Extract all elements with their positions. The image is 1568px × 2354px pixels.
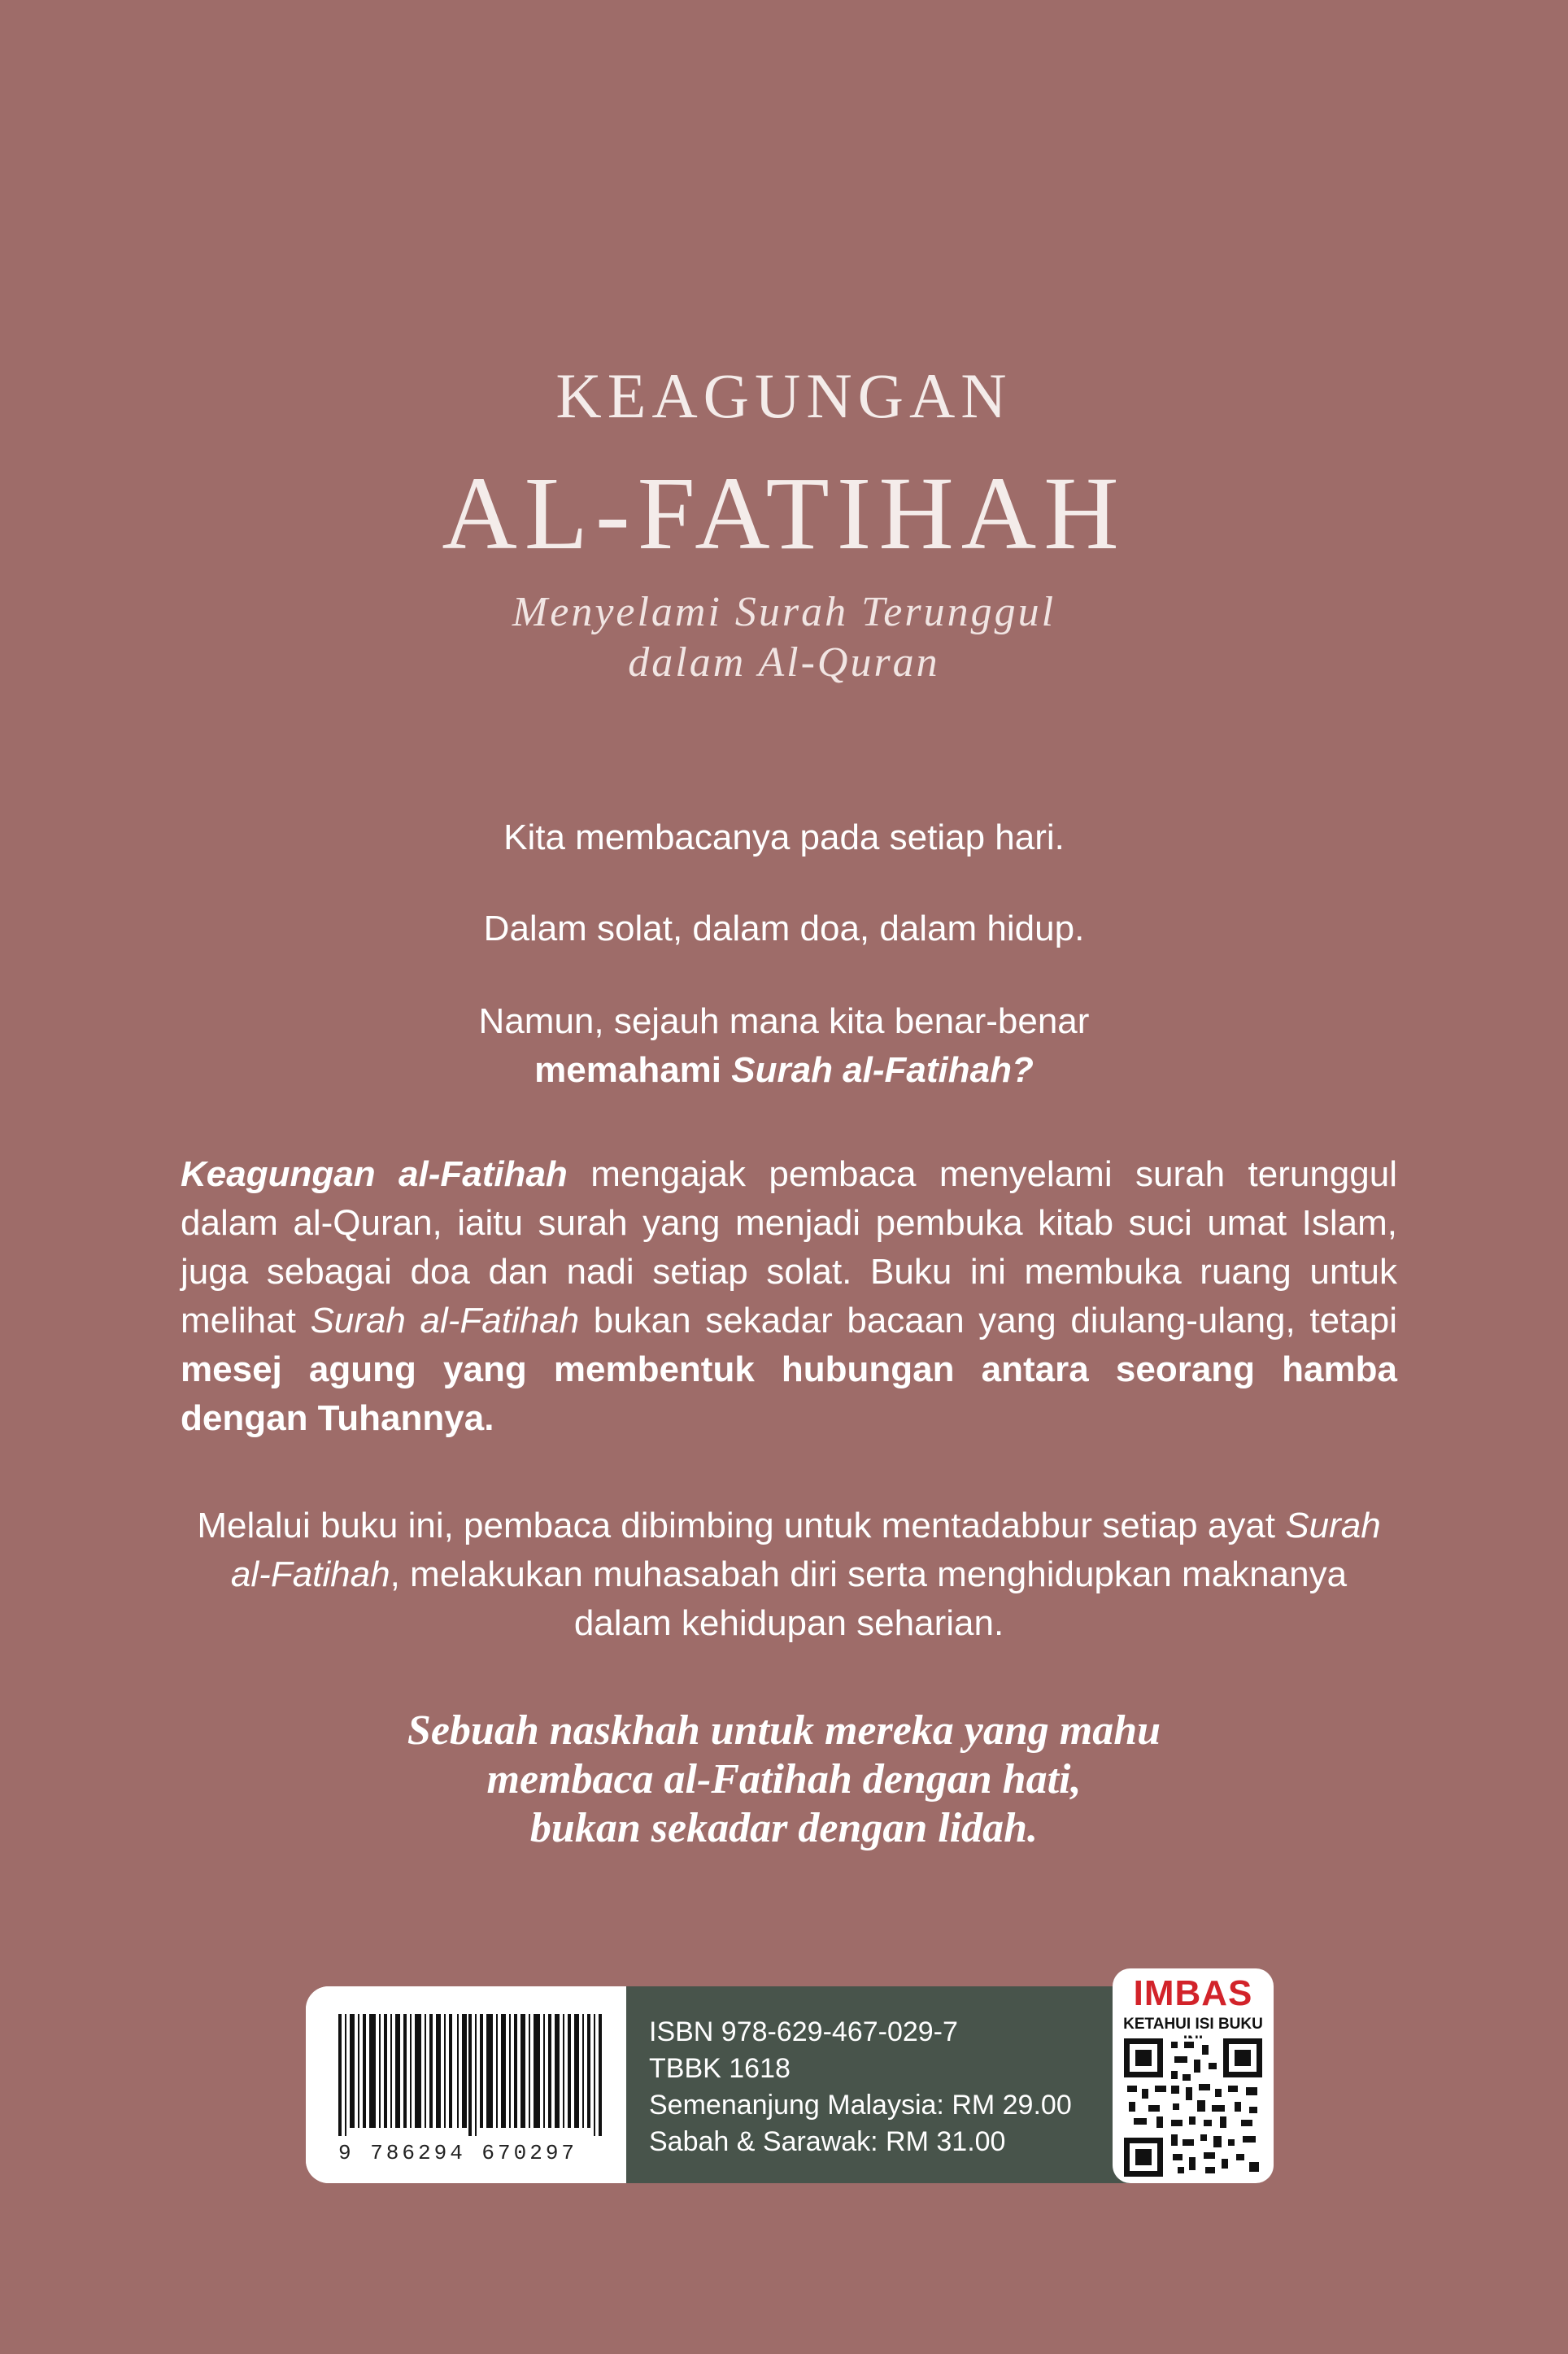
paragraph-italic: Surah al-Fatihah (310, 1301, 580, 1340)
paragraph-text: , melakukan muhasabah diri serta menghidupkan maknanya dalam kehidupan seharian. (390, 1554, 1348, 1643)
quote-line: bukan sekadar dengan lidah. (529, 1805, 1039, 1851)
description-paragraph-2 (181, 1502, 1397, 1648)
price-peninsular: Semenanjung Malaysia: RM 29.00 (649, 2090, 1072, 2121)
isbn-number: ISBN 978-629-467-029-7 (649, 2016, 958, 2047)
book-name-bolditalic: Keagungan al-Fatihah (181, 1154, 568, 1194)
paragraph-italic: Surah al-Fatihah (230, 1506, 1381, 1594)
description-paragraph-1 (181, 1150, 1397, 1443)
subtitle-line: Menyelami Surah Terunggul (512, 589, 1056, 635)
paragraph-text: mengajak pembaca menyelami surah terunggul dalam al-Quran, iaitu surah yang menjadi pembuka kitab suci umat Islam, juga sebagai doa dan nadi setiap solat. Buku ini membuka ruang untuk melihat (181, 1154, 1397, 1340)
barcode-area (306, 1986, 626, 2183)
barcode-digits: 9 786294 670297 (338, 2141, 578, 2165)
paragraph-text: bukan sekadar bacaan yang diulang-ulang, tetapi (579, 1301, 1397, 1340)
qr-code-icon[interactable] (1124, 2038, 1262, 2177)
book-title-main: AL-FATIHAH (442, 456, 1126, 571)
intro-line-1: Kita membacanya pada setiap hari. (503, 817, 1065, 857)
intro-line-3b (0, 1046, 1568, 1095)
intro-line-2: Dalam solat, dalam doa, dalam hidup. (483, 909, 1085, 948)
intro-bold-text: memahami (534, 1050, 732, 1090)
intro-bolditalic-text: Surah al-Fatihah? (731, 1050, 1034, 1090)
intro-question (0, 997, 1568, 1095)
quote-line: membaca al-Fatihah dengan hati, (486, 1756, 1082, 1803)
price-sabah-sarawak: Sabah & Sarawak: RM 31.00 (649, 2126, 1006, 2157)
book-subtitle (0, 587, 1568, 688)
paragraph-bold: mesej agung yang membentuk hubungan antara seorang hamba dengan Tuhannya. (181, 1349, 1397, 1438)
barcode-icon (338, 2014, 607, 2136)
paragraph-text: Melalui buku ini, pembaca dibimbing untuk mentadabbur setiap ayat (197, 1506, 1286, 1545)
isbn-lines (649, 2014, 1072, 2160)
qr-title: IMBAS (1133, 1973, 1253, 2013)
quote-line: Sebuah naskhah untuk mereka yang mahu (407, 1707, 1161, 1754)
qr-subtitle: KETAHUI ISI BUKU (1123, 2016, 1263, 2033)
subtitle-line: dalam Al-Quran (628, 639, 940, 686)
tbbk-code: TBBK 1618 (649, 2053, 791, 2084)
book-title-top: KEAGUNGAN (555, 360, 1013, 431)
qr-card[interactable] (1113, 1968, 1274, 2183)
closing-quote (0, 1707, 1568, 1853)
intro-line-3a: Namun, sejauh mana kita benar-benar (478, 1001, 1090, 1041)
